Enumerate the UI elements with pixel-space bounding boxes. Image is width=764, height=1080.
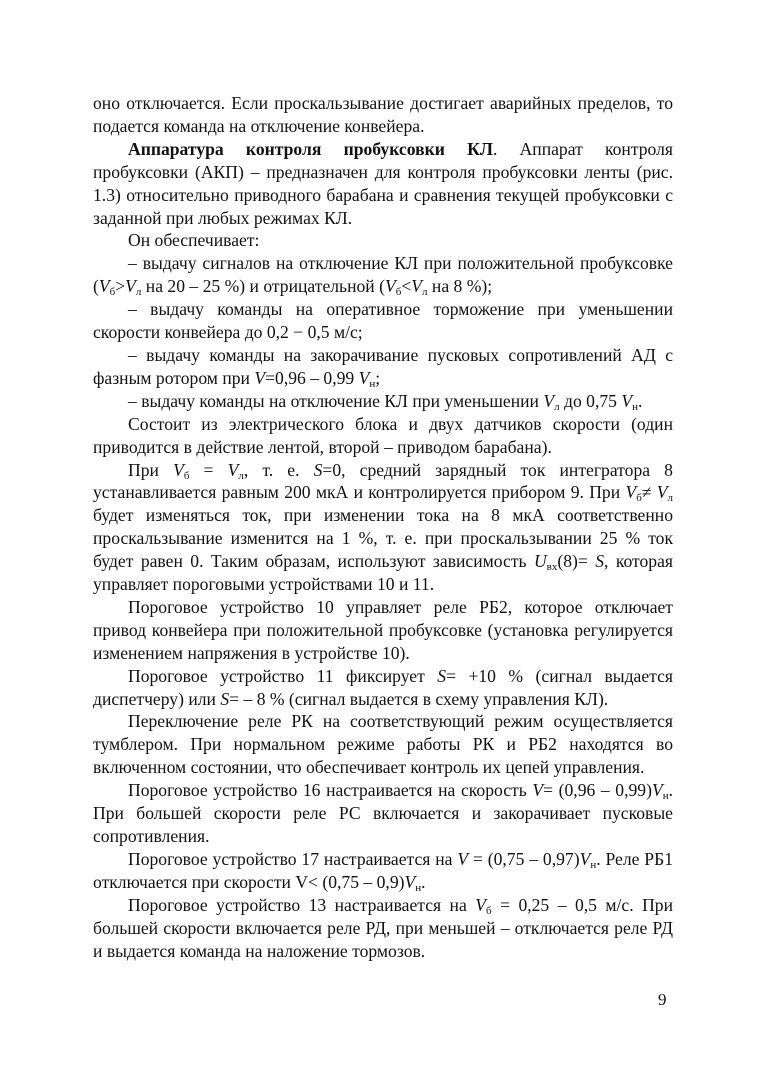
paragraph-composition: Состоит из электрического блока и двух датчиков скорости (один приводится в действие лентой, второй – приводом барабана).	[93, 413, 673, 457]
paragraph-provides: Он обеспечивает:	[128, 230, 260, 251]
paragraph-continuation: оно отключается. Если проскальзывание достигает аварийных пределов, то подается команда на отключение конвейера.	[93, 93, 673, 136]
paragraph-threshold-11: Пороговое устройство 11 фиксирует S= +10 % (сигнал выдается диспетчеру) или S= – 8 % (сигнал выдается в схему управления КЛ).	[93, 665, 673, 709]
list-item-slip-signals: – выдачу сигналов на отключение КЛ при положительной пробуксовке ($V_б>V_л$ на 20 – 25 %) и отрицательной ($V_б<V_л$ на 8 %);	[93, 253, 673, 299]
list-item-shutdown: – выдачу команды на отключение КЛ при уменьшении $V_л$ до 0,75 $V_н$.	[128, 390, 643, 413]
paragraph-threshold-16: Пороговое устройство 16 настраивается на скорость $V= (0,96 - 0,99)V_н$. При большей скорости реле РС включается и закорачивает пусковые сопротивления.	[93, 780, 673, 846]
list-item-braking: – выдачу команды на оперативное торможение при уменьшении скорости конвейера до 0,2 − 0,5 м/с;	[93, 299, 673, 343]
paragraph-threshold-13: Пороговое устройство 13 настраивается на $V_б = 0,25 - 0,5$ м/с. При большей скорости включается реле РД, при меньшей – отключается реле РД и выдается команда на наложение тормозов.	[93, 894, 673, 961]
paragraph-akp-intro: Аппаратура контроля пробуксовки КЛ. Аппарат контроля пробуксовки (АКП) – предназначен для контроля пробуксовки ленты (рис. 1.3) относительно приводного барабана и сравнения текущей пробуксовки с заданной при любых режимах КЛ.	[93, 138, 673, 228]
list-item-short-circuit: – выдачу команды на закорачивание пусковых сопротивлений АД с фазным ротором при V=0,96 – 0,99 $V_н$;	[93, 344, 673, 390]
section-heading: Аппаратура контроля пробуксовки КЛ	[128, 138, 493, 159]
page-number: 9	[658, 990, 667, 1009]
paragraph-threshold-17: Пороговое устройство 17 настраивается на $V = (0,75 - 0,97)V_н$. Реле РБ1 отключается при скорости $V< (0,75 - 0,9)V_н$.	[93, 848, 673, 894]
paragraph-relay-switch: Переключение реле РК на соответствующий режим осуществляется тумблером. При нормальном режиме работы РК и РБ2 находятся во включенном состоянии, что обеспечивает контроль их цепей управления.	[93, 711, 673, 778]
paragraph-integrator: При $V_б = V_л$, т. е. S=0, средний зарядный ток интегратора 8 устанавливается равным 200 мкА и контролируется прибором 9. При $V_б\ne V_л$ будет изменяться ток, при изменении тока на 8 мкА соответственно проскальзывание изменится на 1 %, т. е. при проскальзывании 25 % ток будет равен 0. Таким образам, используют зависимость $U_{вх}(8)= S$, которая управляет пороговыми устройствами 10 и 11.	[93, 459, 674, 595]
paragraph-threshold-10: Пороговое устройство 10 управляет реле РБ2, которое отключает привод конвейера при положительной пробуксовке (установка регулируется изменением напряжения в устройстве 10).	[93, 596, 673, 663]
page-body	[93, 92, 673, 962]
